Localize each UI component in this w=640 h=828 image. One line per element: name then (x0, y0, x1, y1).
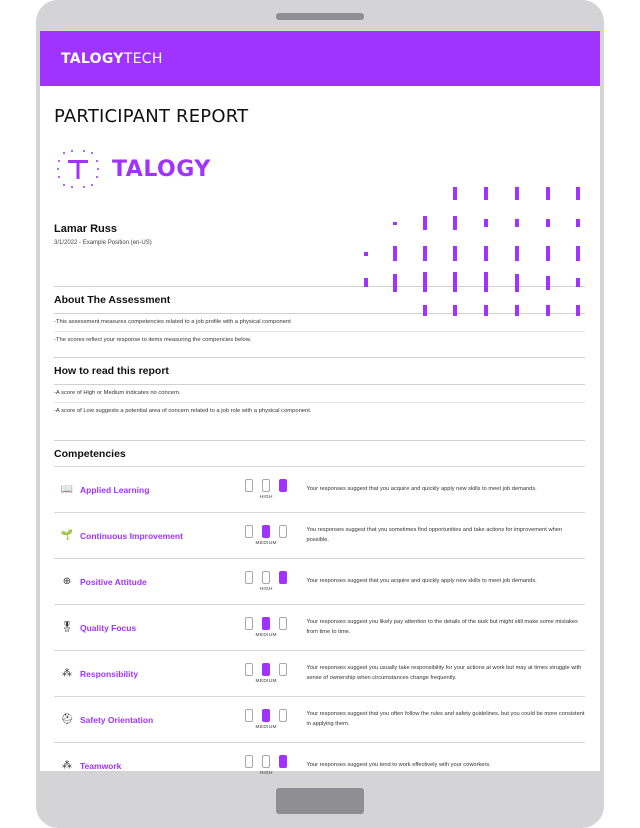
about-line: -The scores reflect your response to items measuring the compencies below. (54, 337, 252, 343)
competency-label (54, 759, 237, 773)
score-box (279, 479, 287, 492)
competency-list (54, 466, 585, 788)
participant-name: Lamar Russ (54, 223, 117, 235)
score-box (262, 571, 270, 584)
score-box (245, 663, 253, 676)
score-box (262, 479, 270, 492)
competency-label (54, 483, 237, 497)
competency-description: You responses suggest that you sometimes find opportunities and take actions for improvement when possible. (306, 526, 563, 543)
score-box (279, 525, 287, 538)
howto-line: -A score of Low suggests a potential area of concern related to a job role with a physical component. (54, 408, 312, 414)
competency-label (54, 529, 237, 543)
competency-row (54, 604, 585, 650)
competency-name: Continuous Improvement (80, 530, 183, 541)
header-bar (40, 31, 600, 86)
competency-label (54, 575, 237, 589)
score-scale (237, 571, 296, 592)
score-box (245, 525, 253, 538)
logo-wordmark: TALOGY (112, 156, 211, 182)
book-icon: 📖 (60, 483, 74, 495)
score-box (245, 479, 253, 492)
page-title: PARTICIPANT REPORT (54, 106, 249, 127)
talogy-mark-icon (54, 145, 102, 193)
about-heading: About The Assessment (54, 294, 585, 314)
score-label: HIGH (259, 587, 273, 592)
score-box (262, 525, 270, 538)
competency-label (54, 667, 237, 681)
competency-row (54, 696, 585, 742)
score-box (279, 571, 287, 584)
score-scale (237, 525, 296, 546)
competency-row (54, 466, 585, 512)
tablet-speaker (276, 13, 364, 20)
people-network-icon: ⁂ (62, 667, 72, 679)
home-button[interactable] (276, 788, 364, 814)
competency-name: Quality Focus (80, 622, 137, 633)
decorative-bars (360, 182, 586, 322)
brand-logo: TALOGYTECH (61, 50, 163, 67)
score-label: HIGH (259, 495, 273, 500)
competency-description: Your responses suggest that you often follow the rules and safety guidelines, but you could be more consistent in applying them. (306, 710, 585, 727)
score-label: MEDIUM (255, 633, 277, 638)
score-label: MEDIUM (255, 725, 277, 730)
score-box (245, 755, 253, 768)
competency-name: Responsibility (80, 668, 139, 679)
score-scale (237, 709, 296, 730)
competency-description: Your responses suggest you likely pay attention to the details of the task but might still make some mistakes from time to time. (306, 618, 578, 635)
competency-row (54, 558, 585, 604)
competency-description: Your responses suggest that you acquire and quickly apply new skills to meet job demands. (306, 485, 537, 492)
score-label: HIGH (259, 771, 273, 776)
competency-row (54, 512, 585, 558)
competency-description: Your responses suggest you tend to work effectively with your coworkers. (306, 761, 491, 768)
competencies-section (54, 440, 585, 788)
score-label: MEDIUM (255, 679, 277, 684)
score-box (262, 755, 270, 768)
score-scale (237, 617, 296, 638)
competency-label (54, 621, 237, 635)
ribbon-star-icon: 🎖 (60, 621, 74, 633)
participant-details: 3/1/2022 - Example Position (en-US) (54, 240, 152, 246)
competency-row (54, 742, 585, 788)
score-box (262, 709, 270, 722)
competency-row (54, 650, 585, 696)
score-scale (237, 479, 296, 500)
competency-name: Applied Learning (80, 484, 150, 495)
competencies-heading: Competencies (54, 448, 126, 460)
score-box (245, 709, 253, 722)
score-box (279, 755, 287, 768)
score-scale (237, 755, 296, 776)
score-label: MEDIUM (255, 541, 277, 546)
score-box (279, 663, 287, 676)
howto-section (54, 357, 585, 420)
howto-heading: How to read this report (54, 365, 585, 385)
score-box (262, 617, 270, 630)
howto-line: -A score of High or Medium indicates no concern. (54, 385, 585, 403)
seedling-hand-icon: 🌱 (60, 529, 74, 541)
score-box (245, 617, 253, 630)
score-box (262, 663, 270, 676)
about-line: -This assessment measures competencies related to a job profile with a physical component (54, 314, 585, 332)
competency-description: Your responses suggest that you acquire and quickly apply new skills to meet job demands. (306, 577, 537, 584)
competency-label (54, 713, 237, 727)
report-screen[interactable] (40, 31, 600, 776)
score-box (279, 617, 287, 630)
competency-name: Safety Orientation (80, 714, 154, 725)
score-scale (237, 663, 296, 684)
competency-name: Positive Attitude (80, 576, 147, 587)
score-box (279, 709, 287, 722)
hard-hat-icon: ⛑ (60, 713, 74, 725)
score-box (245, 571, 253, 584)
team-icon: ⁂ (62, 759, 72, 771)
competency-description: Your responses suggest you usually take responsibility for your actions at work but may at times struggle with sense of ownership when circumstances change frequently. (306, 664, 582, 681)
tablet-frame (36, 0, 604, 828)
competency-name: Teamwork (80, 760, 122, 771)
plus-circle-icon: ⊕ (62, 575, 72, 587)
